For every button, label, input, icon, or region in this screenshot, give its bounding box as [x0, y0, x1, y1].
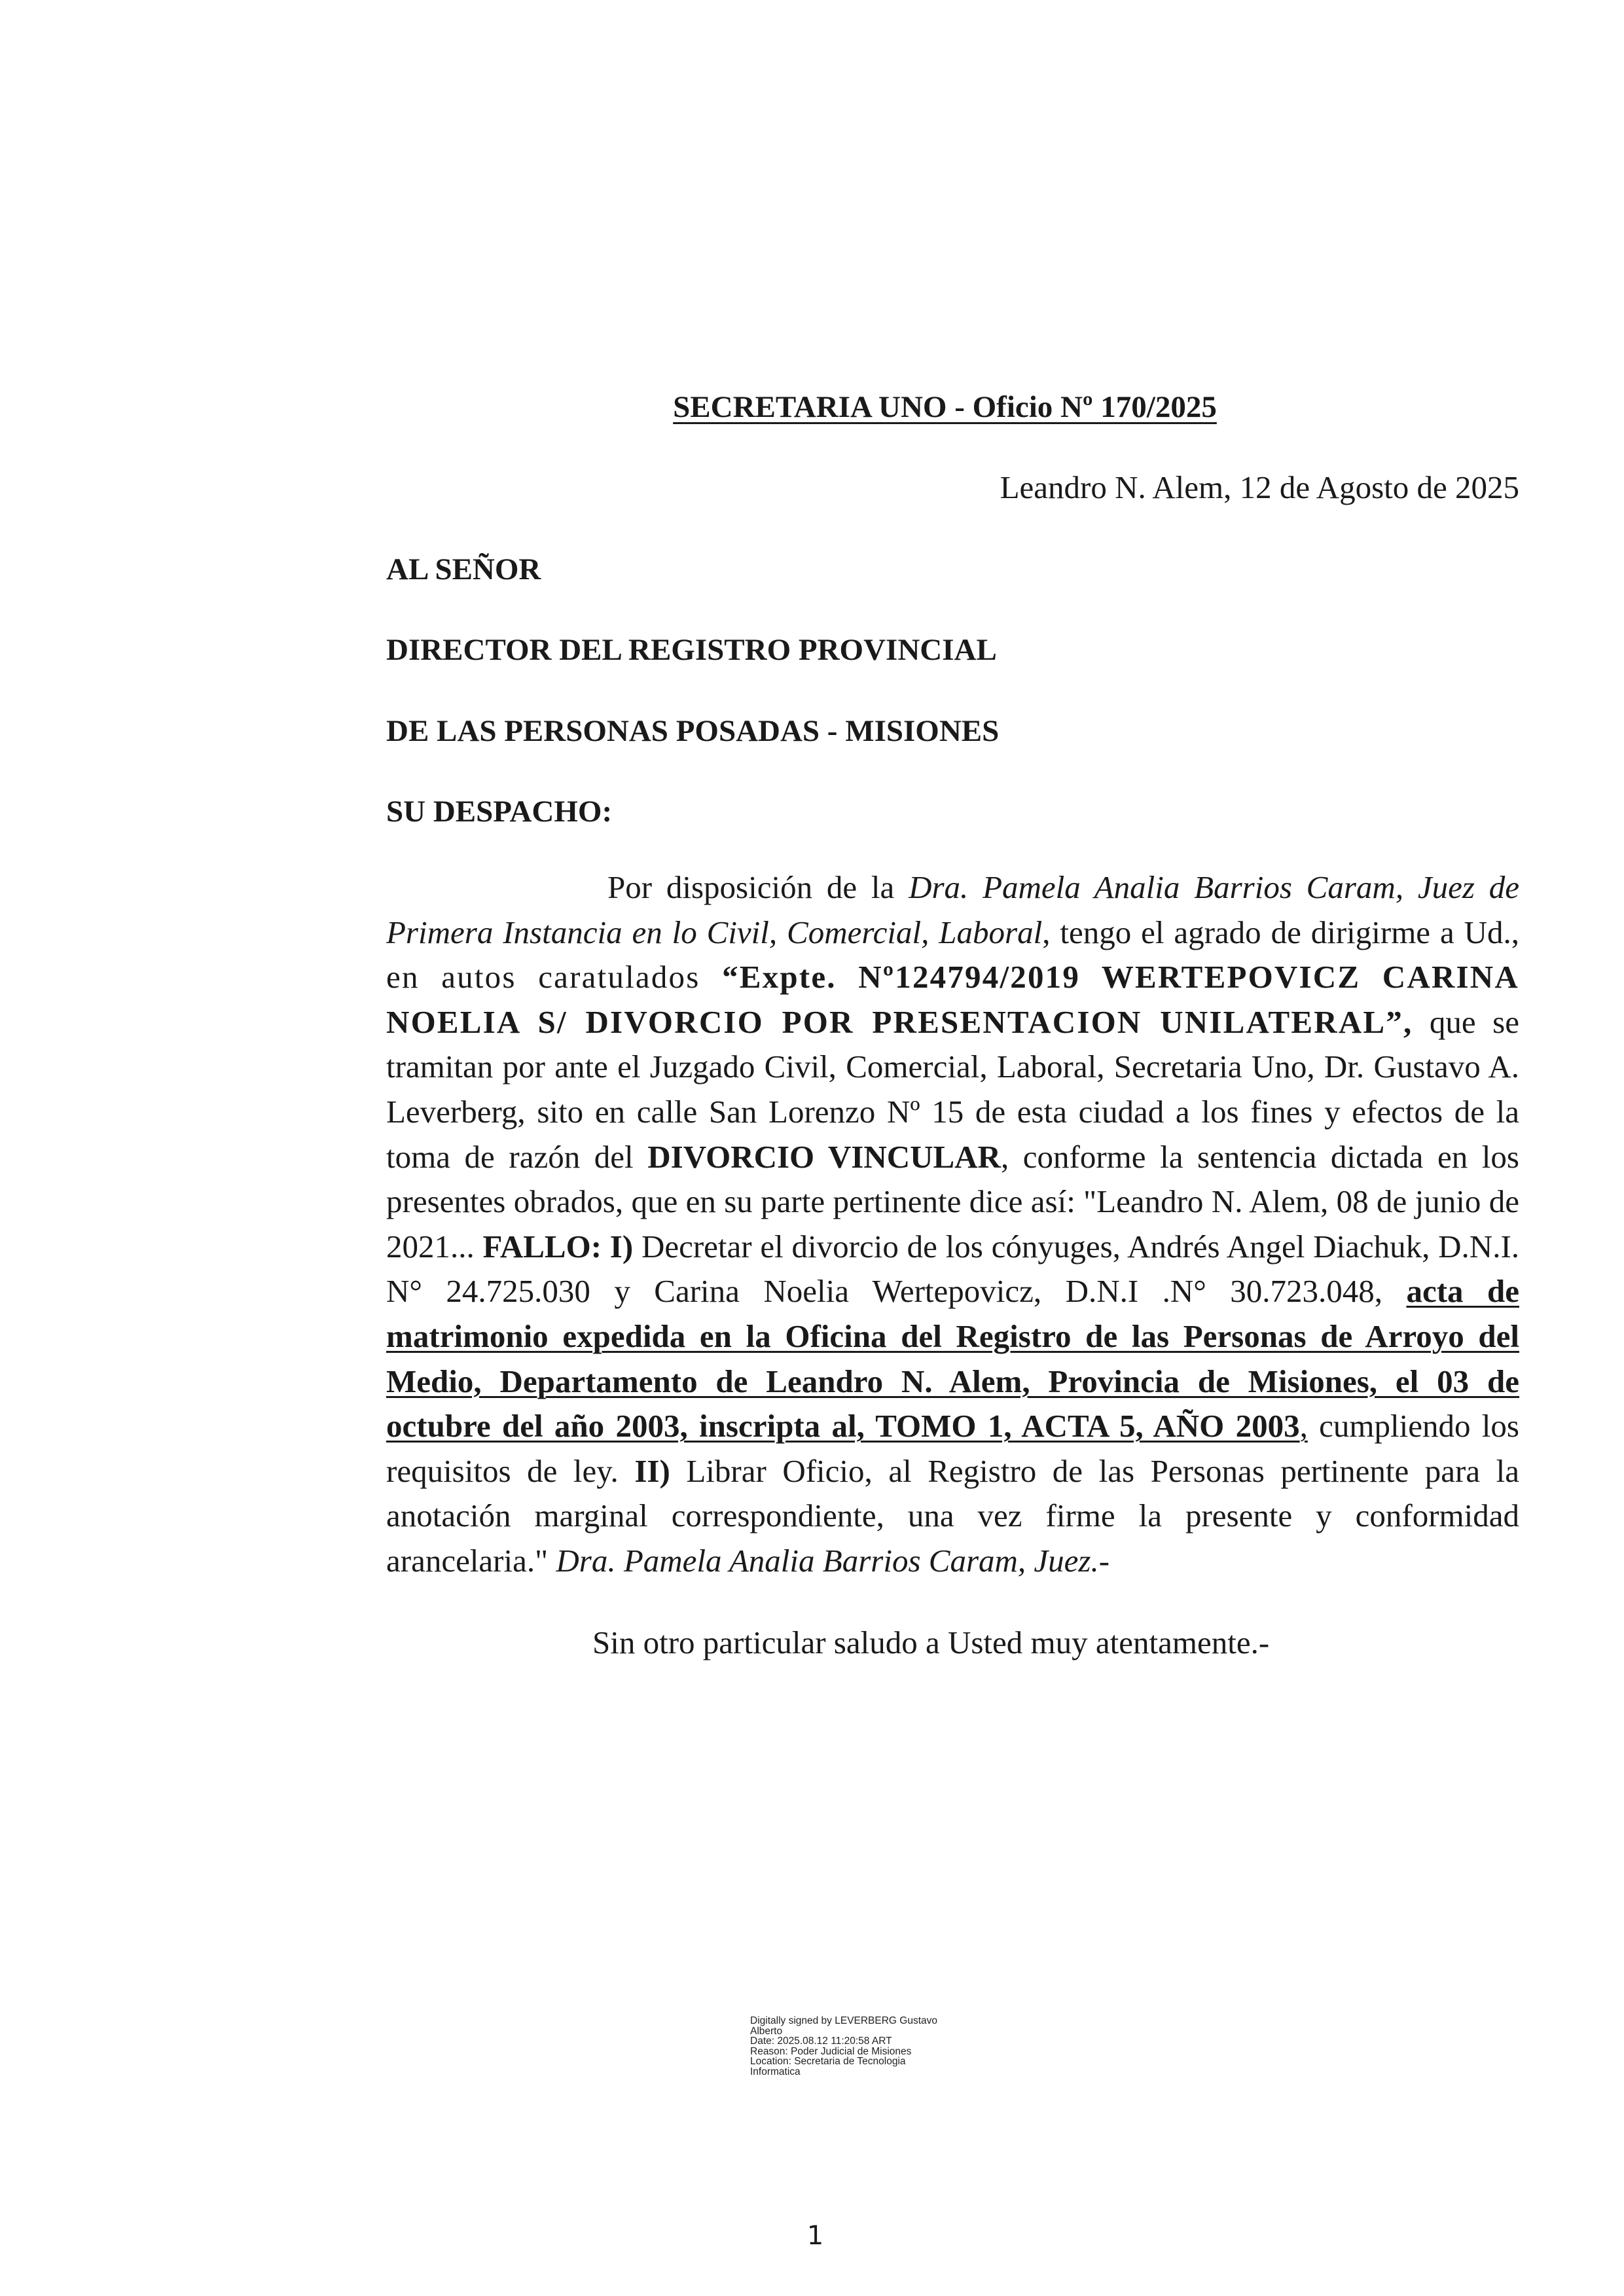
case-title: “Expte. Nº124794/2019 WERTEPOVICZ CARINA NOELIA S/ DIVORCIO POR PRESENTACION UNILATERAL”,: [386, 959, 1519, 1040]
signature-line: Informatica: [750, 2066, 801, 2077]
record-comma: ,: [1299, 1408, 1308, 1444]
item-ii-label: II): [634, 1452, 670, 1489]
divorce-label: DIVORCIO VINCULAR: [647, 1138, 1001, 1175]
document-title: SECRETARIA UNO - Oficio Nº 170/2025: [673, 390, 1217, 424]
signature-line: Digitally signed by LEVERBERG Gustavo: [750, 2015, 938, 2026]
body-end-dash: -: [1098, 1542, 1110, 1579]
body-intro: Por disposición de la: [607, 869, 909, 905]
fallo-label: FALLO: I): [482, 1228, 634, 1265]
signature-reason: Reason: Poder Judicial de Misiones: [750, 2045, 912, 2057]
marriage-record: acta de matrimonio expedida en la Oficina del Registro de las Personas de Arroyo del Medio, Departamento de Leandro N. Alem, Provincia de Misiones, el 03 de octubre del año 2003, inscripta al, TOMO 1, ACTA 5, AÑO 2003: [386, 1273, 1519, 1444]
body-text-3: , conforme la sentencia dictada en los presentes obrados, que en su parte pertinente dice así: "Leandro N. Alem, 08 de junio de 2021...: [386, 1138, 1519, 1265]
signature-line: Alberto: [750, 2025, 783, 2037]
addressee-title: DIRECTOR DEL REGISTRO PROVINCIAL: [386, 633, 997, 667]
digital-signature-block: [750, 2016, 966, 2077]
date-line: Leandro N. Alem, 12 de Agosto de 2025: [1000, 469, 1519, 505]
judge-reference: Dra. Pamela Analia Barrios Caram, Juez de Primera Instancia en lo Civil, Comercial, Laboral: [386, 869, 1519, 950]
page-number: 1: [806, 2221, 824, 2251]
body-text-2: que se tramitan por ante el Juzgado Civil, Comercial, Laboral, Secretaria Uno, Dr. Gustavo A. Leverberg, sito en calle San Lorenzo Nº 15 de esta ciudad a los fines y efectos de la toma de razón del: [386, 1003, 1519, 1175]
body-autos: en autos caratulados: [386, 959, 723, 996]
body-text-5: cumpliendo los requisitos de ley.: [386, 1408, 1519, 1489]
signature-date: Date: 2025.08.12 11:20:58 ART: [750, 2036, 892, 2047]
addressee-salutation: AL SEÑOR: [386, 552, 541, 586]
judge-signature-text: Dra. Pamela Analia Barrios Caram, Juez.: [556, 1542, 1099, 1579]
addressee-despacho: SU DESPACHO:: [386, 795, 613, 829]
addressee-office: DE LAS PERSONAS POSADAS - MISIONES: [386, 714, 1000, 748]
body-paragraph: [386, 865, 1519, 1584]
closing-line: Sin otro particular saludo a Usted muy atentamente.-: [592, 1624, 1270, 1660]
body-text-6: Librar Oficio, al Registro de las Personas pertinente para la anotación marginal correspondiente, una vez firme la presente y conformidad arancelaria.": [386, 1452, 1519, 1579]
signature-location: Location: Secretaria de Tecnologia: [750, 2056, 906, 2067]
body-text-4: Decretar el divorcio de los cónyuges, Andrés Angel Diachuk, D.N.I. N° 24.725.030 y Carina Noelia Wertepovicz, D.N.I .N° 30.723.048,: [386, 1228, 1520, 1310]
body-text-1: , tengo el agrado de dirigirme a Ud.,: [1042, 914, 1519, 950]
